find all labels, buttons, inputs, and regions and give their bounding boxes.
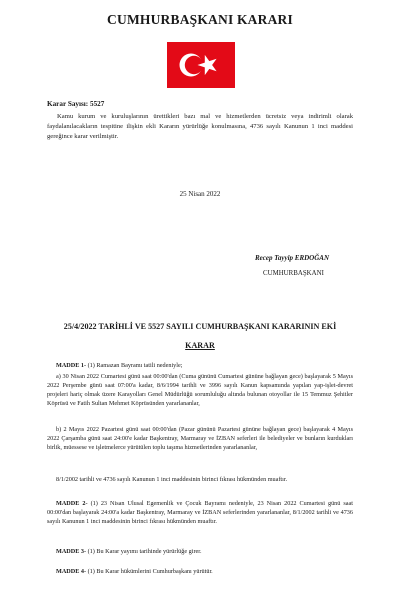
decree-number: Karar Sayısı: 5527 — [47, 100, 105, 108]
madde-4 — [47, 568, 353, 577]
madde-1-label: MADDE 1- — [56, 362, 87, 369]
decree-date: 25 Nisan 2022 — [179, 190, 221, 198]
turkish-flag-icon — [167, 42, 235, 88]
decree-paragraph: Kamu kurum ve kuruluşlarının ürettikleri bazı mal ve hizmetlerden ücretsiz veya indirimli olarak faydalanılacakların tespitine ilişkin ekli Kararın yürürlüğe konulmasına, 4736 sayılı Kanunun 1 inci maddesi gereğince karar verilmiştir. — [47, 113, 353, 141]
signer-role: CUMHURBAŞKANI — [263, 270, 324, 277]
madde-2-label: MADDE 2- — [56, 500, 88, 507]
document-title: CUMHURBAŞKANI KARARI — [107, 12, 293, 27]
madde-1-b: b) 2 Mayıs 2022 Pazartesi günü saat 00:00'dan (Pazar gününü Pazartesi gününe bağlayan gece) başlayarak 4 Mayıs 2022 Çarşamba günü saat 24:00'e kadar Başkentray, Marmaray ve İZBAN seferleri ile belediyeler ve bunların kurdukları birlik, müessese ve işletmelerce yürütülen toplu taşıma hizmetlerinden yararlananlar, — [47, 426, 353, 451]
annex-subtitle: KARAR — [185, 341, 215, 350]
madde-4-text: (1) Bu Karar hükümlerini Cumhurbaşkanı yürütür. — [86, 568, 213, 575]
madde-3-text: (1) Bu Karar yayımı tarihinde yürürlüğe girer. — [86, 548, 202, 555]
madde-3 — [47, 548, 353, 557]
madde-1-intro — [47, 362, 353, 371]
signer-name: Recep Tayyip ERDOĞAN — [255, 254, 330, 262]
annex-title: 25/4/2022 TARİHLİ VE 5527 SAYILI CUMHURBAŞKANI KARARININ EKİ — [63, 322, 337, 331]
madde-3-label: MADDE 3- — [56, 548, 87, 555]
madde-1-a: a) 30 Nisan 2022 Cumartesi günü saat 00:00'dan (Cuma gününü Cumartesi gününe bağlayan gece) başlayarak 5 Mayıs 2022 Perşembe günü saat 07:00'a kadar, 8/6/1994 tarihli ve 3996 sayılı Kanun kapsamında yapılan yap-işlet-devret projeleri hariç olmak üzere Karayolları Genel Müdürlüğü sorumluluğu altında bulunan otoyollar ile 15 Temmuz Şehitler Köprüsü ve Fatih Sultan Mehmet Köprüsünden yararlananlar, — [47, 373, 353, 407]
madde-2 — [47, 500, 353, 527]
madde-1-intro-text: (1) Ramazan Bayramı tatili nedeniyle; — [86, 362, 183, 369]
madde-2-text: (1) 23 Nisan Ulusal Egemenlik ve Çocuk Bayramı nedeniyle, 23 Nisan 2022 Cumartesi günü saat 00:00'dan başlayarak 24:00'a kadar Başkentray, Marmaray ve İZBAN seferlerinden yararlananlar, 8/1/2002 tarihli ve 4736 sayılı Kanunun 1 inci maddesinin birinci fıkrası hükmünden muaftır. — [47, 500, 354, 525]
madde-1-c: 8/1/2002 tarihli ve 4736 sayılı Kanunun 1 inci maddesinin birinci fıkrası hükmünden muaftır. — [56, 476, 288, 483]
madde-4-label: MADDE 4- — [56, 568, 87, 575]
